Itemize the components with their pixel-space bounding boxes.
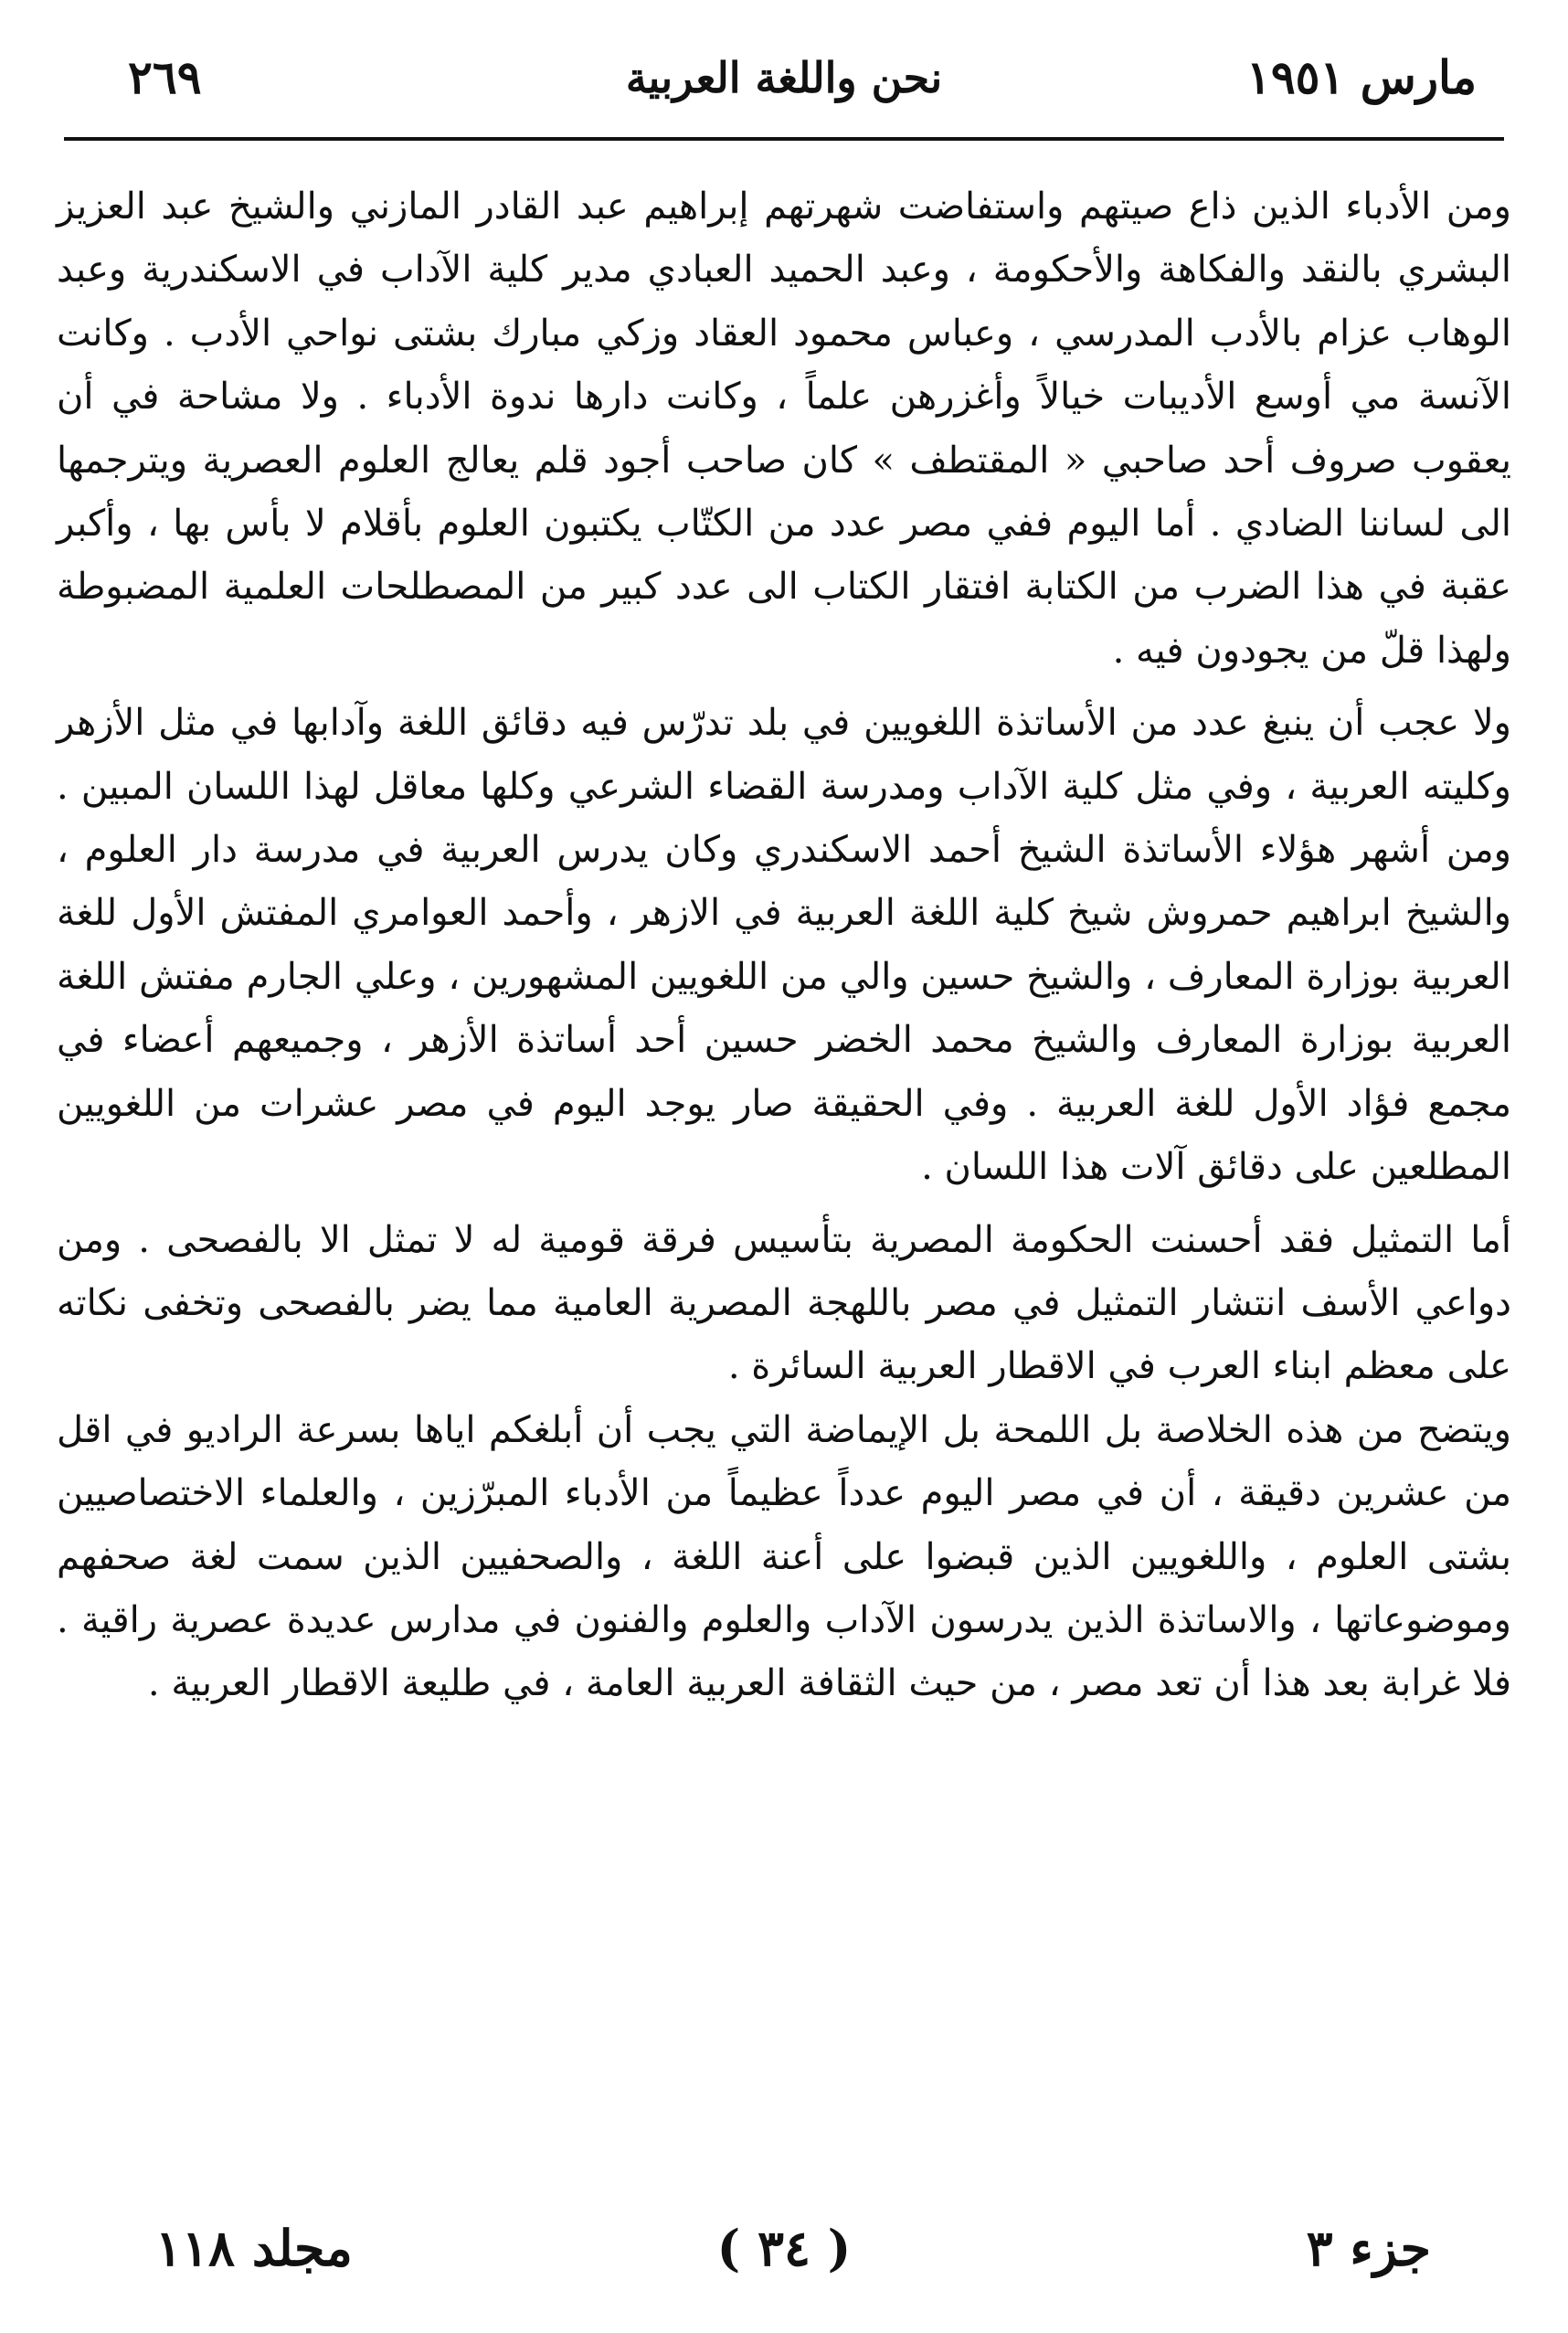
part-label: جزء ٣ [1306, 2219, 1431, 2277]
volume-label: مجلد ١١٨ [155, 2219, 353, 2277]
paragraph-1: ومن الأدباء الذين ذاع صيتهم واستفاضت شهرتهم إبراهيم عبد القادر المازني والشيخ عبد العزيز البشري بالنقد والفكاهة والأحكومة ، وعبد الحميد العبادي مدير كلية الآداب في الاسكندرية وعبد الوهاب عزام بالأدب المدرسي ، وعباس محمود العقاد وزكي مبارك بشتى نواحي الأدب . وكانت الآنسة مي أوسع الأديبات خيالاً وأغزرهن علماً ، وكانت دارها ندوة الأدباء . ولا مشاحة في أن يعقوب صروف أحد صاحبي « المقتطف » كان صاحب أجود قلم يعالج العلوم العصرية ويترجمها الى لساننا الضادي . أما اليوم ففي مصر عدد من الكتّاب يكتبون العلوم بأقلام لا بأس بها ، وأكبر عقبة في هذا الضرب من الكتابة افتقار الكتاب الى عدد كبير من المصطلحات العلمية المضبوطة ولهذا قلّ من يجودون فيه . [57, 186, 1512, 672]
issue-page-number: ( ٣٤ ) [716, 2219, 852, 2277]
issue-date: مارس ١٩٥١ [1245, 50, 1477, 104]
header-rule [64, 137, 1504, 141]
page-footer [73, 2211, 1495, 2294]
paragraph-3: أما التمثيل فقد أحسنت الحكومة المصرية بتأسيس فرقة قومية له لا تمثل الا بالفصحى . ومن دواعي الأسف انتشار التمثيل في مصر باللهجة المصرية العامية مما يضر بالفصحى وتخفى نكاته على معظم ابناء العرب في الاقطار العربية السائرة . [57, 1218, 1511, 1388]
page-number: ٢٦٩ [128, 50, 202, 104]
article-body [57, 175, 1511, 1716]
running-title: نحن واللغة العربية [625, 53, 943, 102]
page-header [73, 37, 1495, 119]
paragraph-4: ويتضح من هذه الخلاصة بل اللمحة بل الإيماضة التي يجب أن أبلغكم اياها بسرعة الراديو في اقل من عشرين دقيقة ، أن في مصر اليوم عدداً عظيماً من الأدباء المبرّزين ، والعلماء الاختصاصيين بشتى العلوم ، واللغويين الذين قبضوا على أعنة اللغة ، والصحفيين الذين سمت لغة صحفهم وموضوعاتها ، والاساتذة الذين يدرسون الآداب والعلوم والفنون في مدارس عديدة عصرية راقية . فلا غرابة بعد هذا أن تعد مصر ، من حيث الثقافة العربية العامة ، في طليعة الاقطار العربية . [57, 1408, 1511, 1705]
paragraph-2: ولا عجب أن ينبغ عدد من الأساتذة اللغويين في بلد تدرّس فيه دقائق اللغة وآدابها في مثل الأزهر وكليته العربية ، وفي مثل كلية الآداب ومدرسة القضاء الشرعي وكلها معاقل لهذا اللسان المبين . ومن أشهر هؤلاء الأساتذة الشيخ أحمد الاسكندري وكان يدرس العربية في مدرسة دار العلوم ، والشيخ ابراهيم حمروش شيخ كلية اللغة العربية في الازهر ، وأحمد العوامري المفتش الأول للغة العربية بوزارة المعارف ، والشيخ حسين والي من اللغويين المشهورين ، وعلي الجارم مفتش اللغة العربية بوزارة المعارف والشيخ محمد الخضر حسين أحد أساتذة الأزهر ، وجميعهم أعضاء في مجمع فؤاد الأول للغة العربية . وفي الحقيقة صار يوجد اليوم في مصر عشرات من اللغويين المطلعين على دقائق آلات هذا اللسان . [57, 702, 1511, 1189]
